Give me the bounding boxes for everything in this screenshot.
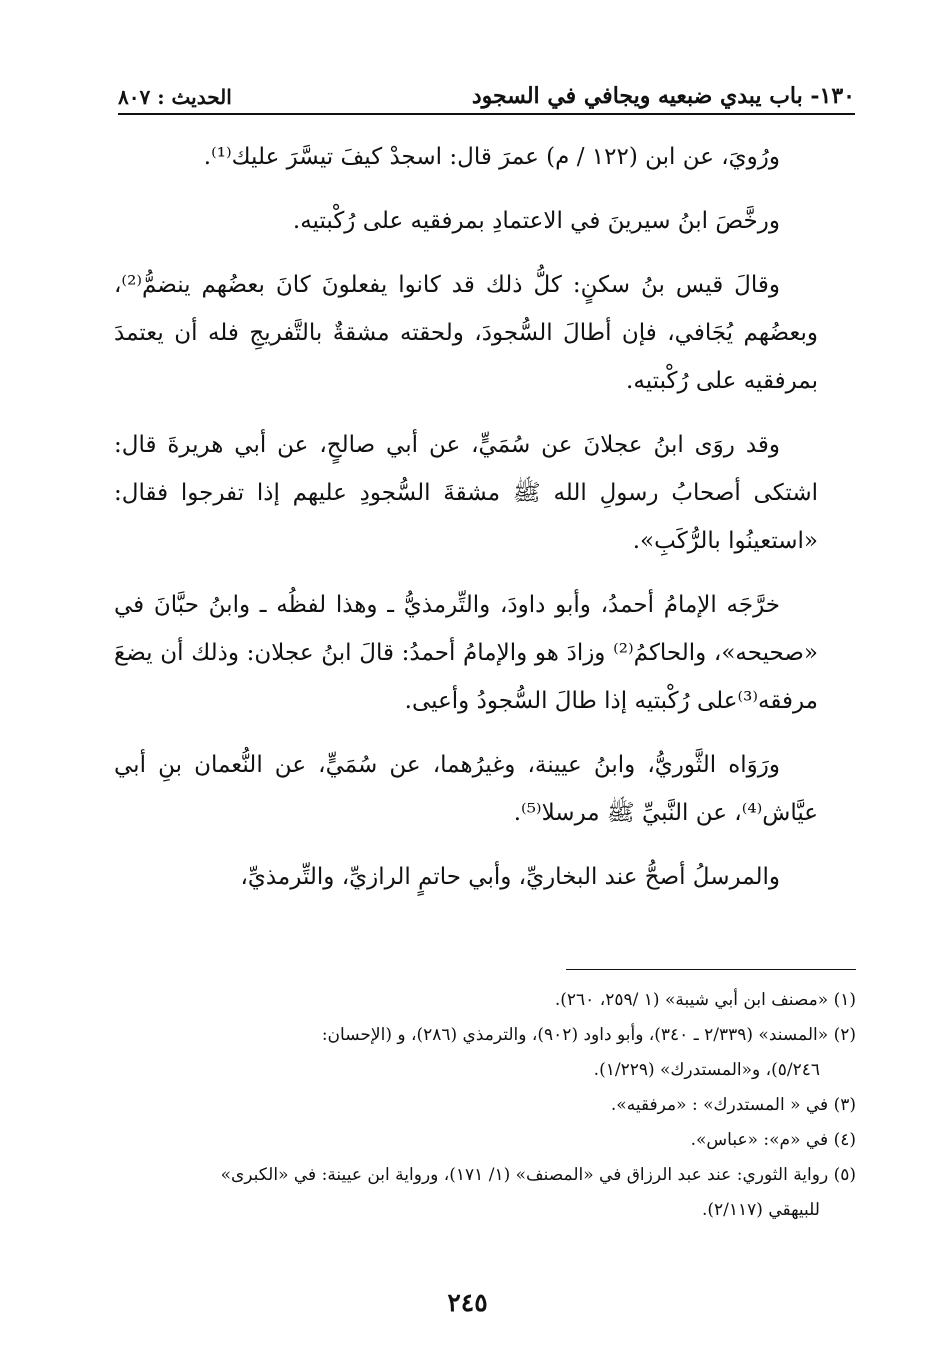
footnote-separator bbox=[566, 969, 856, 970]
running-header bbox=[118, 75, 855, 115]
paragraph: والمرسلُ أصحُّ عند البخاريِّ، وأبي حاتمٍ الرازيِّ، والتِّرمذيِّ، bbox=[240, 864, 780, 890]
footnote-continuation: ٥/٢٤٦)، و«المستدرك» (١/٢٢٩). bbox=[593, 1060, 820, 1080]
main-text bbox=[114, 133, 818, 917]
paragraph: وقالَ قيس بنُ سكنٍ: كلُّ ذلك قد كانوا يفعلونَ كانَ بعضُهم ينضمُّ⁽²⁾، وبعضُهم يُجَافي، فإن أطالَ السُّجودَ، ولحقته مشقةٌ بالتَّفريجِ فله أن يعتمدَ بمرفقيه على رُكْبتيه. bbox=[114, 272, 818, 394]
paragraph: ورَوَاه الثَّوريُّ، وابنُ عيينة، وغيرُهما، عن سُمَيٍّ، عن النُّعمان بنِ أبي عيَّاش⁽⁴⁾، عن النَّبيِّ ﷺ مرسلا⁽⁵⁾. bbox=[114, 752, 818, 826]
paragraph: ورُويَ، عن ابن (١٢٢ / م) عمرَ قال: اسجدْ كيفَ تيسَّرَ عليك⁽¹⁾. bbox=[203, 144, 780, 170]
footnote: (١) «مصنف ابن أبي شيبة» (١ /٢٥٩، ٢٦٠). bbox=[554, 990, 856, 1010]
footnote-continuation: للبيهقي (٢/١١٧). bbox=[701, 1200, 820, 1220]
footnotes bbox=[116, 985, 856, 1230]
paragraph: وقد روَى ابنُ عجلانَ عن سُمَيٍّ، عن أبي صالحٍ، عن أبي هريرةَ قال: اشتكى أصحابُ رسولِ الله ﷺ مشقةَ السُّجودِ عليهم إذا تفرجوا فقال: «استعينُوا بالرُّكَبِ». bbox=[114, 432, 818, 554]
footnote: (٤) في «م»: «عباس». bbox=[690, 1130, 856, 1150]
chapter-title: ١٣٠- باب يبدي ضبعيه ويجافي في السجود bbox=[471, 83, 855, 109]
footnote: (٢) «المسند» (٢/٣٣٩ ـ ٣٤٠)، وأبو داود (٩٠٢)، والترمذي (٢٨٦)، و (الإحسان: bbox=[321, 1025, 856, 1045]
footnote: (٥) رواية الثوري: عند عبد الرزاق في «المصنف» (١/ ١٧١)، ورواية ابن عيينة: في «الكبرى» bbox=[220, 1165, 856, 1185]
footnote: (٣) في « المستدرك» : «مرفقيه». bbox=[610, 1095, 856, 1115]
paragraph: خرَّجَه الإمامُ أحمدُ، وأبو داودَ، والتِّرمذيُّ ـ وهذا لفظُه ـ وابنُ حبَّانَ في «صحيحه»، والحاكمُ⁽²⁾ وزادَ هو والإمامُ أحمدُ: قالَ ابنُ عجلان: وذلك أن يضعَ مرفقه⁽³⁾على رُكْبتيه إذا طالَ السُّجودُ وأعيى. bbox=[114, 592, 818, 714]
hadith-number: الحديث : ٨٠٧ bbox=[118, 85, 232, 109]
page-number: ٢٤٥ bbox=[447, 1288, 488, 1317]
paragraph: ورخَّصَ ابنُ سيرينَ في الاعتمادِ بمرفقيه على رُكْبتيه. bbox=[292, 208, 780, 234]
